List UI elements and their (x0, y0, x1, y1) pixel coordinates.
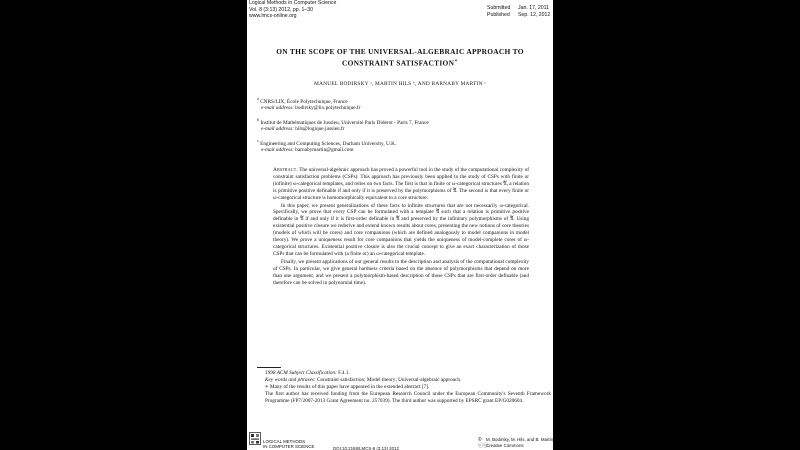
journal-volume: Vol. 8 (3:13) 2012, pp. 1–30 (249, 6, 314, 13)
affiliation-institution: Institut de Mathématiques de Jussieu, Université Paris Diderot - Paris 7, France (260, 119, 429, 126)
doi[interactable]: DOI:10.2168/LMCS-8 (3:13) 2012 (333, 446, 399, 450)
journal-url[interactable]: www.lmcs-online.org (249, 13, 297, 20)
publication-dates (487, 5, 550, 19)
copyright-block (478, 437, 553, 449)
copyright-holders: M. Bodirsky, M. Hils, and B. Martin (486, 437, 553, 442)
logo-label-line-2: IN COMPUTER SCIENCE (263, 444, 315, 449)
copyright-icon: © (478, 437, 482, 443)
affiliation-mark: c (257, 138, 259, 143)
affiliation-a (257, 96, 547, 112)
title-line-1: ON THE SCOPE OF THE UNIVERSAL-ALGEBRAIC APPROACH TO (276, 47, 524, 56)
affiliation-institution: Engineering and Computing Sciences, Durham University, U.K. (260, 140, 397, 147)
extended-abstract-note: ∗ Many of the results of this paper have appeared in the extended abstract [7]. (265, 383, 430, 390)
published-label: Published (487, 12, 510, 18)
affiliation-mark: a (257, 96, 259, 101)
keywords-value: Constraint satisfaction; Model theory; Universal-algebraic approach. (317, 376, 462, 383)
abstract-label: Abstract. (273, 167, 298, 173)
keywords-label: Key words and phrases: (265, 376, 316, 383)
logo-label-line-1: LOGICAL METHODS (263, 439, 306, 444)
submitted-label: Submitted (487, 5, 511, 11)
email-label: e-mail address: (261, 105, 294, 112)
email-label: e-mail address: (261, 147, 294, 154)
footnote-divider (257, 367, 281, 368)
abstract-paragraph-1: The universal-algebraic approach has proved a powerful tool in the study of the computational complexity of constraint satisfaction problems (CSPs). This approach has previously been applied to the study of CSPs with finite or (infinite) ω-categorical templates, and relies on two facts. The first is that in finite or ω-categorical structures 𝔄, a relation is primitive positive definable if and only if it is preserved by the polymorphisms of 𝔄. The second is that every finite or ω-categorical structure is homomorphically equivalent to a core structure. (273, 167, 530, 201)
journal-info (249, 0, 336, 20)
footnotes (257, 370, 551, 405)
submitted-date: Jan. 17, 2011 (518, 5, 550, 11)
journal-logo-label (263, 439, 314, 449)
acm-classification-label: 1998 ACM Subject Classification: (265, 370, 337, 376)
title-line-2: CONSTRAINT SATISFACTION (341, 58, 455, 68)
paper-authors: MANUEL BODIRSKY ᵃ, MARTIN HILS ᵇ, AND BARNABY MARTIN ᶜ (314, 81, 486, 87)
abstract (273, 167, 529, 287)
affiliation-c (257, 138, 547, 154)
paper-page (247, 0, 553, 450)
email-address[interactable]: barnabymartin@gmail.com (295, 147, 354, 154)
email-address[interactable]: bodirsky@lix.polytechnique.fr (295, 105, 361, 112)
affiliation-mark: b (257, 117, 259, 122)
email-label: e-mail address: (261, 126, 294, 133)
abstract-paragraph-3: Finally, we present applications of our general results to the description and analysis of the computational complexity of CSPs. In particular, we give general hardness criteria based on the absence of polymorphisms that depend on more than one argument, and we present a polymorphism-based description of those CSPs that are first-order definable (and therefore can be solved in polynomial time). (273, 258, 529, 286)
license-label[interactable]: Creative Commons (486, 443, 524, 448)
creative-commons-icon: ⓒⓒ (478, 443, 489, 449)
email-address[interactable]: hils@logique.jussieu.fr (295, 126, 345, 133)
lmcs-logo-icon (249, 432, 261, 445)
title-footnote-mark: ∗ (454, 59, 458, 64)
journal-name: Logical Methods in Computer Science (249, 0, 337, 6)
abstract-paragraph-2: In this paper, we present generalizations of these facts to infinite structures that are not necessarily ω-categorical. Specifically, we prove that every CSP can be formulated with a template 𝔄 such that a relation is primitive positive definable in 𝔄 if and only if it is first-order definable in 𝔄 and preserved by the infinitary polymorphisms of 𝔄. Using existential positive closure we rederive and extend known results about cores, presenting the new notions of core theories (models of which will be cores) and core companions (which are defined analogously to model companions in model theory). We prove a uniqueness result for core companions that yields the uniqueness of model-complete cores of ω-categorical structures. Existential positive closure is also the crucial concept to give an exact characterization of those CSPs that can be formulated with (a finite or) an ω-categorical template. (273, 202, 529, 257)
affiliation-institution: CNRS/LIX, École Polytechnique, France (260, 98, 348, 105)
published-date: Sep. 12, 2012 (518, 12, 551, 18)
acm-classification-value: F.4.1. (338, 370, 350, 376)
affiliation-b (257, 117, 547, 133)
funding-note: The first author has received funding from the European Research Council under the European Community's Seventh Framework Programme (FP7/2007-2013 Grant Agreement no. 257039). The third author was supported by EPSRC grant EP/G020604. (265, 390, 551, 404)
paper-title (247, 47, 553, 68)
